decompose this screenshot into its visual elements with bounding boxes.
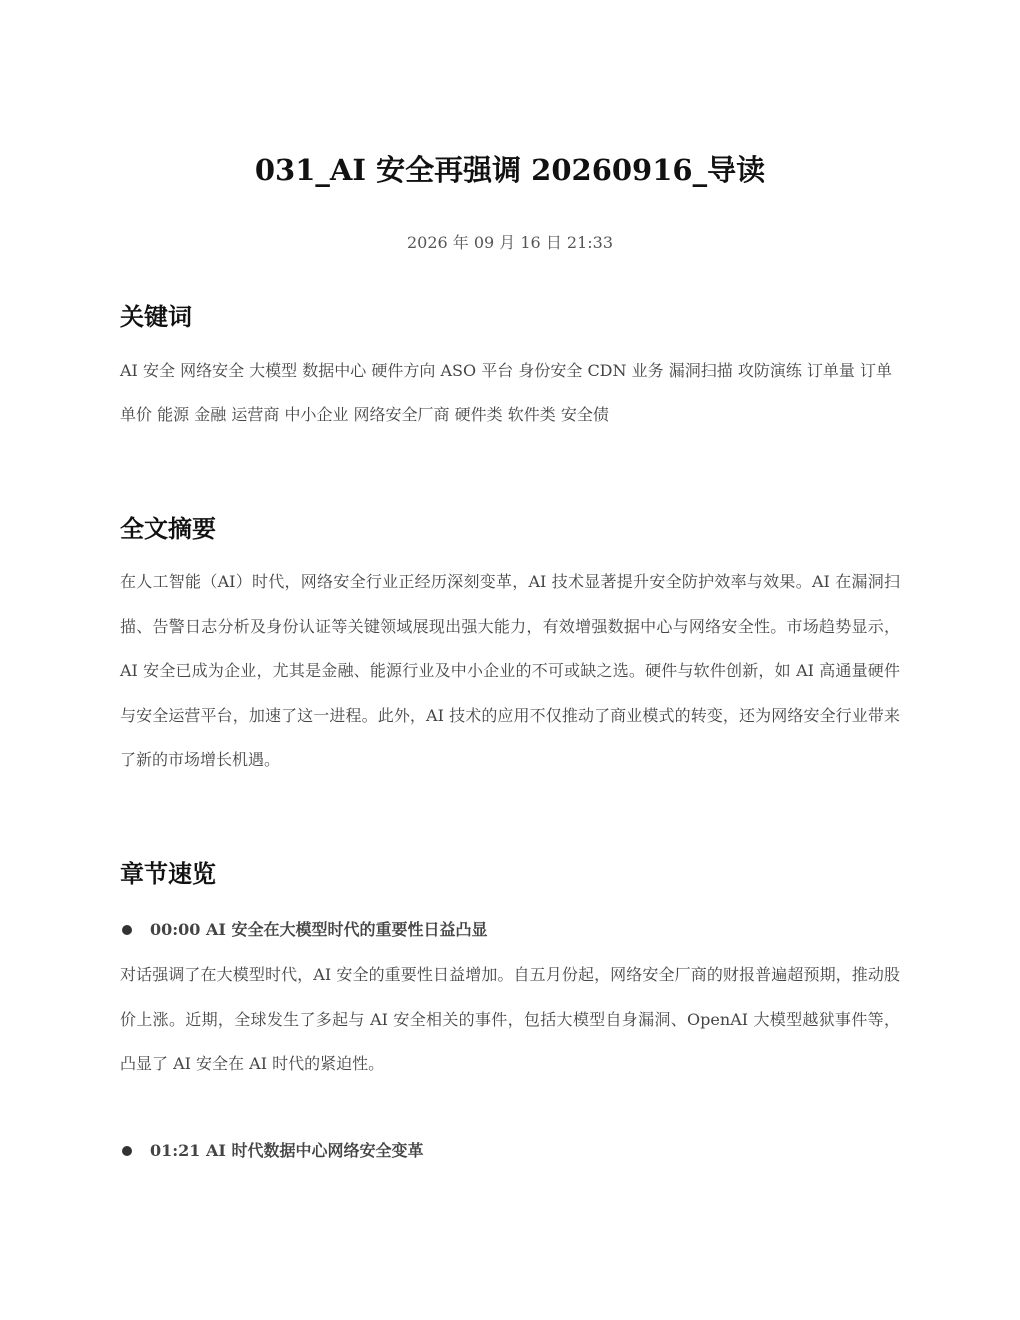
chapter-title-text: AI 时代数据中心网络安全变革	[206, 1141, 424, 1160]
keyword: 硬件方向	[371, 361, 436, 380]
keyword: ASO 平台	[440, 361, 514, 380]
keyword: 订单量	[806, 361, 855, 380]
keyword: 大模型	[249, 361, 298, 380]
keyword: 身份安全	[518, 361, 583, 380]
summary-heading: 全文摘要	[120, 515, 216, 543]
chapters-heading: 章节速览	[120, 860, 216, 888]
keyword: 金融	[194, 405, 227, 424]
keyword: 漏洞扫描	[668, 361, 733, 380]
chapter-title	[150, 1136, 424, 1166]
keywords-heading: 关键词	[120, 303, 192, 331]
document-title: 031_AI 安全再强调 20260916_导读	[254, 153, 766, 187]
chapter-item	[120, 915, 900, 945]
keyword: 运营商	[231, 405, 280, 424]
chapter-title	[150, 915, 488, 945]
bullet-icon	[122, 925, 132, 935]
chapter-item	[120, 1136, 900, 1166]
chapter-title-text: AI 安全在大模型时代的重要性日益凸显	[206, 920, 488, 939]
bullet-icon	[122, 1146, 132, 1156]
keyword: 能源	[157, 405, 190, 424]
chapter-timestamp: 01:21	[150, 1141, 201, 1160]
keyword: CDN 业务	[587, 361, 664, 380]
keywords-list	[120, 349, 900, 437]
keyword: AI 安全	[120, 361, 175, 380]
keyword: 攻防演练	[737, 361, 802, 380]
summary-text: 在人工智能（AI）时代，网络安全行业正经历深刻变革，AI 技术显著提升安全防护效率与效果。AI 在漏洞扫描、告警日志分析及身份认证等关键领域展现出强大能力，有效增强数据中心与网络安全性。市场趋势显示，AI 安全已成为企业，尤其是金融、能源行业及中小企业的不可或缺之选。硬件与软件创新，如 AI 高通量硬件与安全运营平台，加速了这一进程。此外，AI 技术的应用不仅推动了商业模式的转变，还为网络安全行业带来了新的市场增长机遇。	[120, 572, 900, 769]
keyword: 订单单价	[120, 361, 893, 424]
document-date: 2026 年 09 月 16 日 21:33	[406, 233, 614, 252]
keyword: 软件类	[507, 405, 556, 424]
keyword: 硬件类	[454, 405, 503, 424]
keyword: 数据中心	[302, 361, 367, 380]
keyword: 安全债	[560, 405, 609, 424]
keyword: 网络安全厂商	[353, 405, 450, 424]
chapter-header	[120, 915, 900, 945]
keyword: 中小企业	[284, 405, 349, 424]
chapter-timestamp: 00:00	[150, 920, 201, 939]
keyword: 网络安全	[180, 361, 245, 380]
chapter-text: 对话强调了在大模型时代，AI 安全的重要性日益增加。自五月份起，网络安全厂商的财报普遍超预期，推动股价上涨。近期，全球发生了多起与 AI 安全相关的事件，包括大模型自身漏洞、OpenAI 大模型越狱事件等，凸显了 AI 安全在 AI 时代的紧迫性。	[120, 965, 900, 1073]
chapter-header	[120, 1136, 900, 1166]
